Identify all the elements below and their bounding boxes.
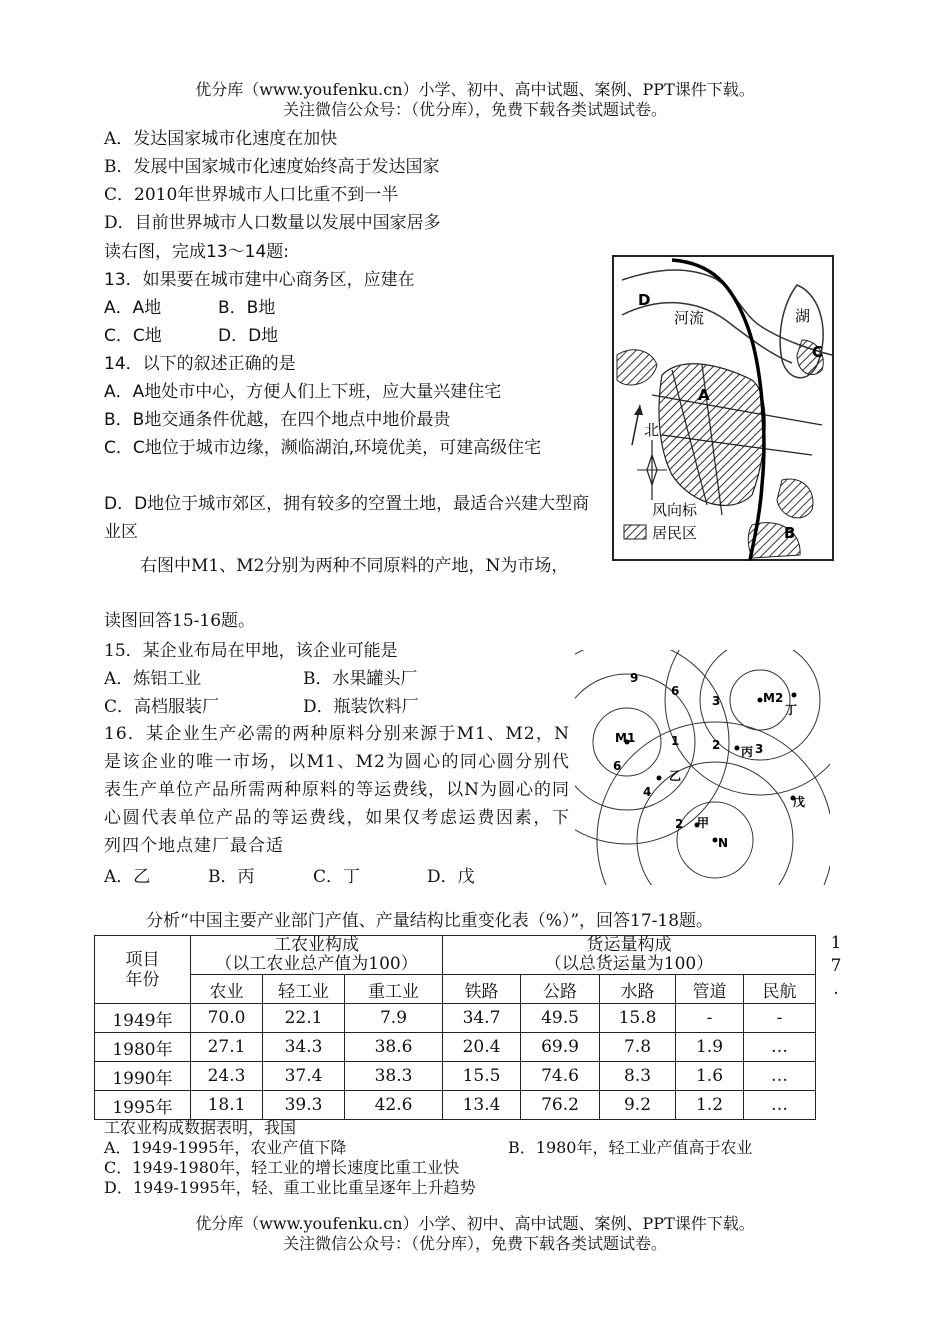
city-map-figure: [612, 255, 834, 561]
cost-number-3-top: 3: [712, 694, 721, 708]
cost-number-2-bottom: 2: [675, 817, 684, 831]
q17-option-d: D．1949-1995年，轻、重工业比重呈逐年上升趋势: [104, 1178, 476, 1197]
map-label-river: 河流: [674, 309, 705, 327]
cost-number-2-mid: 2: [712, 738, 721, 752]
map-label-lake: 湖: [795, 307, 811, 325]
cost-label-m2: M2: [763, 691, 784, 705]
table-column-header: 水路: [600, 975, 676, 1004]
q15-option-d: D．瓶装饮料厂: [303, 697, 419, 717]
q12-option-c: C．2010年世界城市人口比重不到一半: [104, 185, 399, 205]
map-label-a: A: [698, 386, 710, 404]
footer-line-1: 优分库（www.youfenku.cn）小学、初中、高中试题、案例、PPT课件下载。: [195, 1214, 755, 1233]
table-row: 1990年 24.3 37.4 38.3 15.5 74.6 8.3 1.6 …: [95, 1062, 816, 1091]
q12-option-d: D．目前世界城市人口数量以发展中国家居多: [104, 213, 441, 233]
q14-option-a: A．A地处市中心，方便人们上下班，应大量兴建住宅: [104, 382, 502, 402]
cost-isoline-figure: [575, 650, 830, 885]
q12-option-a: A．发达国家城市化速度在加快: [104, 129, 338, 149]
q15-option-b: B．水果罐头厂: [303, 669, 418, 689]
q16-stem: 16．某企业生产必需的两种原料分别来源于M1、M2，N是该企业的唯一市场，以M1、M2为圆心的同心圆分别代表生产单位产品所需两种原料的等运费线，以N为圆心的同心圆代表单位产品的等运费线，如果仅考虑运费因素，下列四个地点建厂最合适: [104, 724, 570, 856]
cost-label-m1: M1: [615, 731, 636, 745]
map-label-d: D: [638, 291, 651, 309]
cost-label-bing: 丙: [741, 745, 754, 759]
cost-number-1: 1: [671, 734, 680, 748]
header-line-2: 关注微信公众号：（优分库），免费下载各类试题试卷。: [282, 100, 667, 119]
table-column-header: 管道: [676, 975, 744, 1004]
q14-stem: 14．以下的叙述正确的是: [104, 354, 296, 374]
q13-option-d: D．D地: [218, 326, 279, 346]
map-label-c: C: [812, 343, 824, 361]
table-column-header: 重工业: [345, 975, 443, 1004]
intro-15-16-line-2: 读图回答15-16题。: [104, 611, 256, 631]
cost-label-yi: 乙: [669, 769, 682, 783]
cost-label-wu: 戊: [793, 795, 806, 809]
table-group2-header: 货运量构成 （以总货运量为100）: [443, 936, 816, 975]
industry-structure-table: [94, 935, 816, 1120]
q16-option-b: B．丙: [208, 867, 255, 887]
cost-number-9: 9: [630, 671, 639, 685]
header-line-1: 优分库（www.youfenku.cn）小学、初中、高中试题、案例、PPT课件下载。: [195, 80, 755, 99]
q15-option-c: C．高档服装厂: [104, 697, 220, 717]
q14-option-c: C．C地位于城市边缘，濒临湖泊,环境优美，可建高级住宅: [104, 438, 542, 458]
q15-option-a: A．炼铝工业: [104, 669, 202, 689]
map-label-north: 北: [644, 421, 660, 439]
q13-option-a: A．A地: [104, 298, 162, 318]
table-column-header: 公路: [521, 975, 600, 1004]
table-column-header: 铁路: [443, 975, 521, 1004]
map-legend-residential: 居民区: [652, 524, 698, 542]
q14-option-b: B．B地交通条件优越，在四个地点中地价最贵: [104, 410, 451, 430]
q17-number-vertical: 1 7 .: [830, 933, 842, 999]
q16-option-d: D．戊: [427, 867, 475, 887]
cost-number-6-top: 6: [671, 684, 680, 698]
cost-label-n: N: [718, 836, 729, 850]
q12-option-b: B．发展中国家城市化速度始终高于发达国家: [104, 157, 440, 177]
q17-stem: 工农业构成数据表明，我国: [104, 1118, 297, 1137]
analysis-intro: 分析“中国主要产业部门产值、产量结构比重变化表（%）”，回答17-18题。: [146, 911, 714, 931]
table-row: 1980年 27.1 34.3 38.6 20.4 69.9 7.8 1.9 …: [95, 1033, 816, 1062]
intro-15-16-line-1: 右图中M1、M2分别为两种不同原料的产地，N为市场，: [140, 556, 569, 576]
q13-stem: 13．如果要在城市建中心商务区，应建在: [104, 270, 415, 290]
table-column-header: 民航: [744, 975, 816, 1004]
table-column-header: 农业: [191, 975, 263, 1004]
table-corner-header: 项目 年份: [95, 936, 191, 1004]
q16-option-a: A．乙: [104, 867, 151, 887]
intro-13-14: 读右图，完成13～14题:: [104, 242, 289, 262]
cost-label-jia: 甲: [697, 816, 710, 830]
q17-option-a: A．1949-1995年，农业产值下降: [104, 1138, 347, 1157]
map-label-b: B: [784, 524, 796, 542]
table-row: 1949年 70.0 22.1 7.9 34.7 49.5 15.8 - -: [95, 1004, 816, 1033]
q16-option-c: C．丁: [313, 867, 361, 887]
table-column-header: 轻工业: [263, 975, 345, 1004]
footer-line-2: 关注微信公众号：（优分库），免费下载各类试题试卷。: [282, 1234, 667, 1253]
q13-option-c: C．C地: [104, 326, 162, 346]
cost-number-3-mid: 3: [755, 742, 764, 756]
q15-stem: 15．某企业布局在甲地，该企业可能是: [104, 641, 398, 661]
cost-label-ding: 丁: [785, 703, 798, 717]
q13-option-b: B．B地: [218, 298, 276, 318]
cost-number-4: 4: [643, 785, 652, 799]
q14-option-d: D．D地位于城市郊区，拥有较多的空置土地，最适合兴建大型商业区: [104, 494, 590, 542]
map-label-wind: 风向标: [652, 501, 698, 519]
table-row: 1995年 18.1 39.3 42.6 13.4 76.2 9.2 1.2 …: [95, 1091, 816, 1120]
q17-option-c: C．1949-1980年，轻工业的增长速度比重工业快: [104, 1158, 460, 1177]
table-group1-header: 工农业构成 （以工农业总产值为100）: [191, 936, 443, 975]
q17-option-b: B．1980年，轻工业产值高于农业: [508, 1138, 753, 1157]
cost-number-6-left: 6: [613, 759, 622, 773]
